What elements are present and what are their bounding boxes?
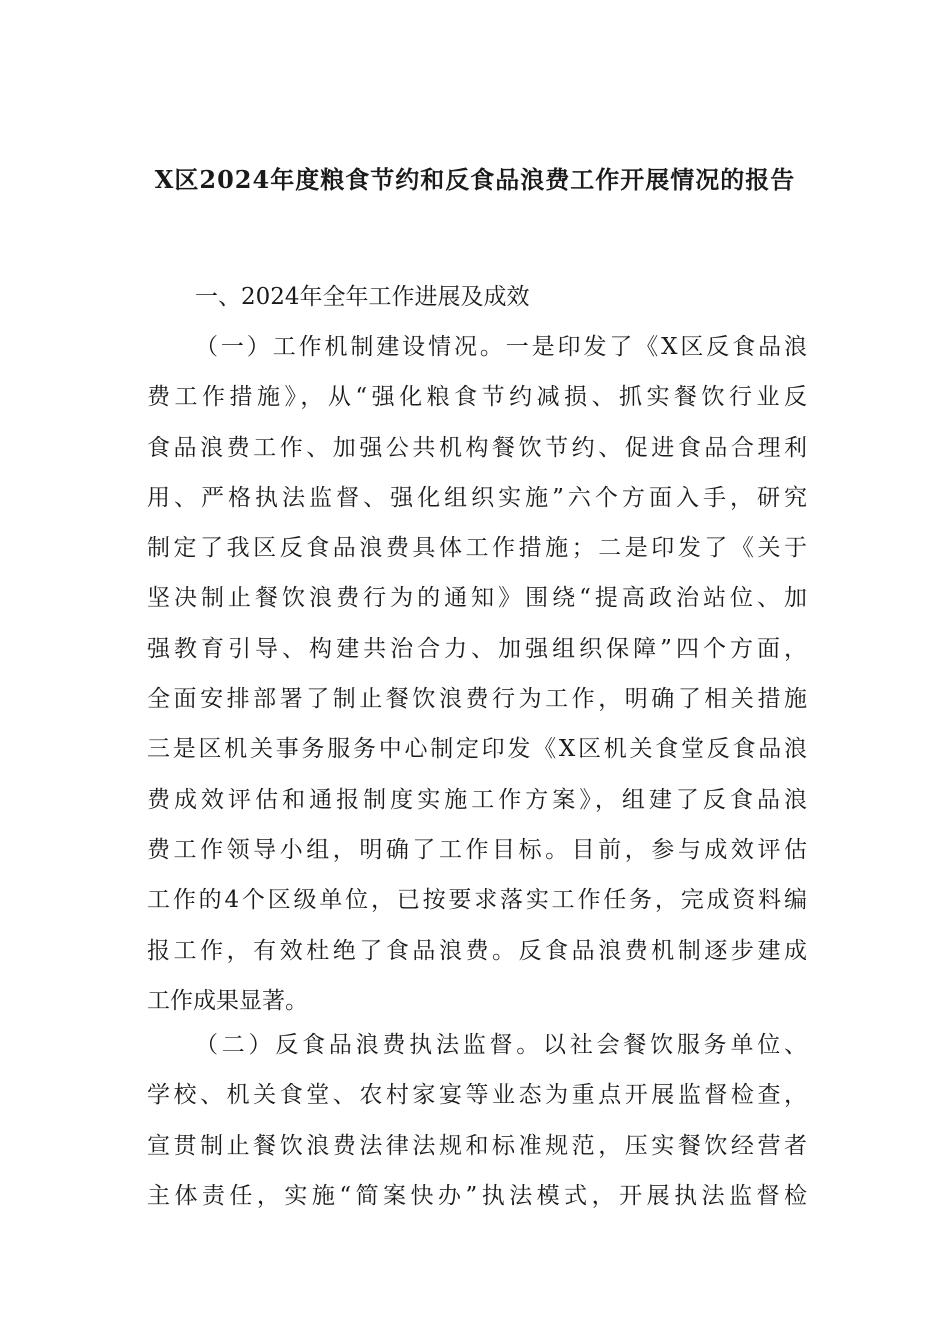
paragraph-line: 报工作，有效杜绝了食品浪费。反食品浪费机制逐步建成 xyxy=(147,937,807,964)
paragraph-line: 费工作领导小组，明确了工作目标。目前，参与成效评估 xyxy=(147,836,807,863)
section-heading: 一、2024年全年工作进展及成效 xyxy=(195,284,530,310)
paragraph-line: 全面安排部署了制止餐饮浪费行为工作，明确了相关措施 xyxy=(147,686,807,713)
paragraph-line: 食品浪费工作、加强公共机构餐饮节约、促进食品合理利 xyxy=(147,434,807,461)
paragraph-line: 费成效评估和通报制度实施工作方案》，组建了反食品浪 xyxy=(147,786,807,813)
paragraph-line: 用、严格执法监督、强化组织实施”六个方面入手，研究 xyxy=(147,484,807,511)
paragraph-enforcement-supervision xyxy=(147,1020,807,1221)
paragraph-line: 坚决制止餐饮浪费行为的通知》围绕“提高政治站位、加 xyxy=(147,585,807,612)
paragraph-line: （二）反食品浪费执法监督。以社会餐饮服务单位、 xyxy=(195,1032,807,1058)
paragraph-line: 工作成果显著。 xyxy=(147,987,308,1014)
paragraph-line: 三是区机关事务服务中心制定印发《X区机关食堂反食品浪 xyxy=(147,736,807,763)
paragraph-line: 工作的4个区级单位，已按要求落实工作任务，完成资料编 xyxy=(147,887,807,914)
document-title: X区2024年度粮食节约和反食品浪费工作开展情况的报告 xyxy=(154,165,796,194)
paragraph-line: 强教育引导、构建共治合力、加强组织保障”四个方面， xyxy=(147,635,807,662)
paragraph-line: 宣贯制止餐饮浪费法律法规和标准规范，压实餐饮经营者 xyxy=(147,1132,807,1159)
paragraph-line: 学校、机关食堂、农村家宴等业态为重点开展监督检查， xyxy=(147,1082,807,1109)
paragraph-line: 费工作措施》，从“强化粮食节约减损、抓实餐饮行业反 xyxy=(147,384,807,411)
paragraph-line: 制定了我区反食品浪费具体工作措施；二是印发了《关于 xyxy=(147,535,807,562)
paragraph-mechanism-building xyxy=(147,322,807,1026)
paragraph-line: 主体责任，实施“简案快办”执法模式，开展执法监督检 xyxy=(147,1182,807,1209)
paragraph-line: （一）工作机制建设情况。一是印发了《X区反食品浪 xyxy=(195,334,807,360)
